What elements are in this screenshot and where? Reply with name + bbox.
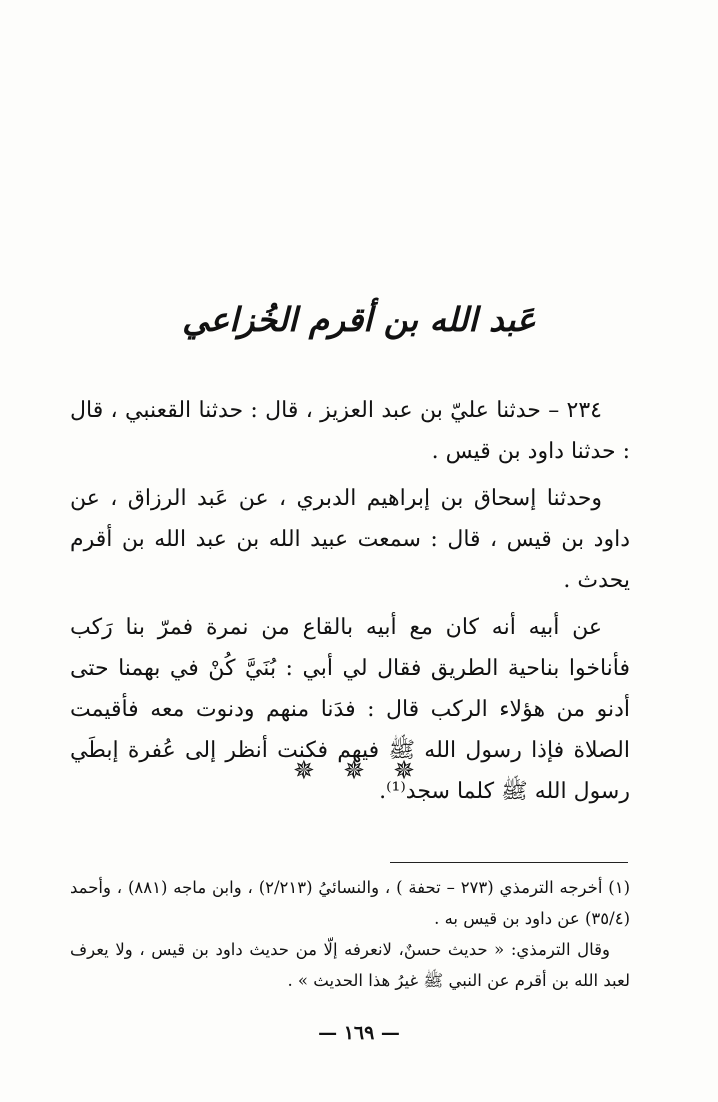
section-separator-stars: ✵ ✵ ✵ [293,756,425,786]
hadith-text [70,390,630,818]
footnotes [70,872,630,996]
footnote-divider [390,862,628,863]
hadith-paragraph-1: ٢٣٤ – حدثنا عليّ بن عبد العزيز ، قال : حدثنا القعنبي ، قال : حدثنا داود بن قيس . [70,398,630,464]
hadith-paragraph-2: وحدثنا إسحاق بن إبراهيم الدبري ، عن عَبد الرزاق ، عن داود بن قيس ، قال : سمعت عبيد الله بن عبد الله بن أقرم يحدث . [70,486,630,593]
footnote-2: وقال الترمذي: « حديث حسنٌ، لانعرفه إلّا من حديث داود بن قيس ، ولا يعرف لعبد الله بن أقرم عن النبي ﷺ غيرُ هذا الحديث » . [70,940,630,990]
page-number: — ١٦٩ — [318,1022,400,1044]
chapter-title: عَبد الله بن أقرم الخُزاعي [182,300,536,339]
hadith-paragraph-3: عن أبيه أنه كان مع أبيه بالقاع من نمرة فمرّ بنا رَكب فأناخوا بناحية الطريق فقال لي أبي : بُنَيَّ كُنْ في بهمنا حتى أدنو من هؤلاء الركب قال : فدَنا منهم ودنوت معه فأقيمت الصلاة فإذا رسول الله ﷺ فيهم فكنت أنظر إلى عُفرة إبطَي رسول الله ﷺ كلما سجد⁽¹⁾. [70,615,630,804]
footnote-1: (١) أخرجه الترمذي (٢٧٣ – تحفة ) ، والنسائيُ (٢/٢١٣) ، وابن ماجه (٨٨١) ، وأحمد (٣٥/٤) عن داود بن قيس به . [70,878,631,928]
